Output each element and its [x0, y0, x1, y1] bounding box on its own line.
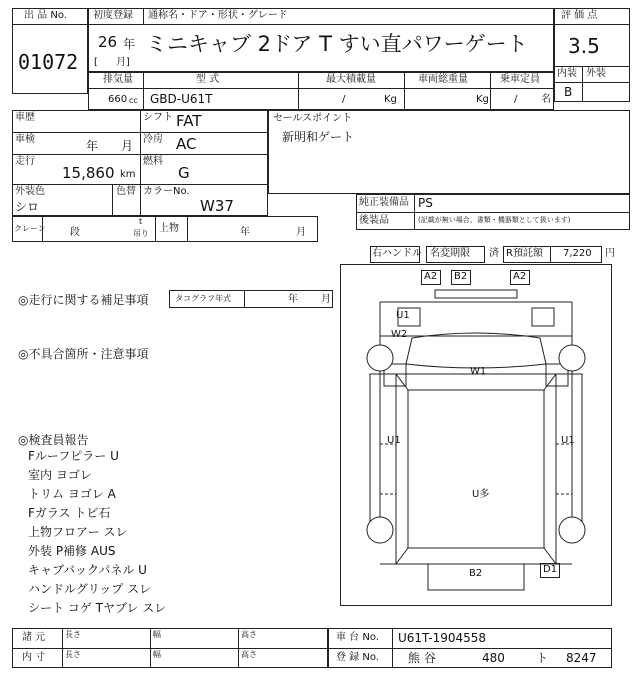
sales-point-label: セールスポイント [273, 113, 353, 124]
damage-mark-w2: W2 [391, 329, 408, 340]
inner-height-label: 高さ [241, 650, 257, 659]
inspector-line: キャブバックパネル U [28, 563, 147, 577]
name-change-label: 名変期限 [430, 248, 470, 259]
color-change-label: 色替 [116, 186, 136, 197]
registration-number: 8247 [566, 651, 597, 665]
exterior-color-value: シロ [15, 200, 40, 214]
specs-length-label: 長さ [65, 630, 81, 639]
recycle-label: 済 [489, 248, 499, 259]
inspector-report-label: ◎検査員報告 [18, 433, 89, 447]
chassis-number-label: 車 台 No. [336, 632, 379, 643]
inspector-line: Fルーフピラー U [28, 449, 119, 463]
rear-right-wheel [559, 517, 585, 543]
exterior-label: 外装 [586, 68, 606, 79]
capacity-unit: 名 [541, 94, 551, 105]
inspector-line: 室内 ヨゴレ [28, 468, 92, 482]
crane-lift-unit: 吊り [133, 229, 149, 238]
damage-mark-u1-cab: U1 [396, 310, 410, 321]
aircon-label: 冷房 [143, 134, 163, 145]
specs-label: 諸 元 [22, 632, 46, 643]
lot-number-label: 出 品 No. [24, 10, 67, 21]
interior-label: 内装 [557, 68, 577, 79]
damage-mark-u-bed: U多 [472, 489, 490, 500]
month-unit: 月] [116, 57, 130, 68]
color-number-label: カラーNo. [143, 186, 190, 197]
aftermarket-label: 後装品 [359, 215, 389, 226]
gross-weight-unit: Kg [476, 94, 489, 105]
crane-stage-unit: 段 [70, 227, 80, 238]
tachograph-label: タコグラフ年式 [175, 294, 231, 303]
mileage-value: 15,860 [62, 164, 115, 182]
inspector-line: Fガラス トビ石 [28, 506, 111, 520]
tachograph-year-unit: 年 [288, 294, 298, 305]
specs-width-label: 幅 [153, 630, 161, 639]
exterior-color-label: 外装色 [15, 186, 45, 197]
damage-mark-b2-rear: B2 [469, 568, 483, 579]
first-registration-year: 26 [98, 33, 118, 51]
mileage-label: 走行 [15, 156, 35, 167]
inner-dimensions-label: 内 寸 [22, 652, 46, 663]
damage-mark-u1-left: U1 [387, 435, 401, 446]
front-left-wheel [367, 345, 393, 371]
damage-mark-b2-top-text: B2 [454, 271, 468, 282]
interior-grade: B [564, 85, 573, 99]
color-number-value: W37 [200, 197, 234, 215]
damage-mark-a2-left-text: A2 [424, 271, 438, 282]
shift-value: FAT [176, 112, 202, 130]
driving-notes-label: ◎走行に関する補足事項 [18, 293, 149, 307]
rear-left-wheel [367, 517, 393, 543]
aircon-value: AC [176, 135, 197, 153]
steering-value: 右ハンドル [372, 248, 422, 259]
damage-mark-a2-right-text: A2 [513, 271, 527, 282]
rating-score: 3.5 [568, 34, 600, 58]
inspector-line: ハンドルグリップ スレ [28, 582, 152, 596]
year-unit: 年 [123, 37, 136, 51]
gross-weight-label: 車両総重量 [418, 74, 468, 85]
capacity-slash: / [514, 94, 518, 105]
genuine-equipment-value: PS [418, 196, 433, 210]
inner-width-label: 幅 [153, 650, 161, 659]
history-label: 車歴 [15, 112, 35, 123]
defects-label: ◎不具合箇所・注意事項 [18, 347, 149, 361]
shift-label: シフト [143, 112, 173, 123]
registration-number-label: 登 録 No. [336, 652, 379, 663]
inspector-line: 上物フロアー スレ [28, 525, 128, 539]
aftermarket-note: (記載が無い場合、書類・機器類として扱います) [418, 216, 571, 224]
mileage-unit: km [120, 169, 136, 180]
lot-number: 01072 [18, 50, 79, 74]
first-registration-label: 初度登録 [93, 10, 133, 21]
body-year-unit: 年 [240, 227, 250, 238]
damage-mark-u1-right: U1 [561, 435, 575, 446]
displacement-label: 排気量 [103, 74, 133, 85]
chassis-number-value: U61T-1904558 [398, 631, 487, 645]
month-bracket-open: [ [94, 57, 98, 68]
damage-mark-w1: W1 [470, 366, 487, 377]
recycle-fee-unit: 円 [605, 248, 615, 259]
inspector-line: シート コゲ Tヤブレ スレ [28, 601, 167, 615]
recycle-fee-value: 7,220 [563, 248, 592, 259]
model-label: 型 式 [196, 74, 220, 85]
rating-label: 評 価 点 [561, 10, 598, 21]
fuel-label: 燃料 [143, 156, 163, 167]
recycle-fee-label: R預託額 [506, 248, 543, 259]
car-name: ミニキャブ 2ドア T すい直パワーゲート [146, 32, 528, 56]
genuine-equipment-label: 純正装備品 [359, 197, 409, 208]
crane-label: クレーン [14, 224, 46, 233]
displacement-value: 660 [108, 94, 128, 105]
crane-ton-unit: t [139, 217, 143, 226]
max-load-slash: / [342, 94, 346, 105]
registration-kana: ト [536, 651, 549, 665]
sales-point-text: 新明和ゲート [282, 130, 355, 144]
car-name-label: 通称名・ドア・形状・グレード [148, 10, 288, 21]
capacity-label: 乗車定員 [500, 74, 540, 85]
displacement-unit: cc [129, 96, 138, 105]
body-month-unit: 月 [296, 227, 306, 238]
max-load-label: 最大積載量 [326, 74, 376, 85]
fuel-value: G [178, 164, 190, 182]
inner-length-label: 長さ [65, 650, 81, 659]
max-load-unit: Kg [384, 94, 397, 105]
registration-class: 480 [482, 651, 505, 665]
inspector-line: 外装 P補修 AUS [28, 544, 116, 558]
damage-mark-d1-text: D1 [543, 564, 558, 575]
registration-area: 熊 谷 [408, 651, 436, 665]
model-value: GBD-U61T [150, 92, 213, 106]
inspection-year-unit: 年 [86, 139, 99, 153]
inspection-month-unit: 月 [121, 139, 134, 153]
tachograph-month-unit: 月 [321, 294, 331, 305]
body-label: 上物 [159, 223, 179, 234]
inspector-line: トリム ヨゴレ A [28, 487, 116, 501]
specs-height-label: 高さ [241, 630, 257, 639]
inspection-label: 車検 [15, 134, 35, 145]
front-right-wheel [559, 345, 585, 371]
